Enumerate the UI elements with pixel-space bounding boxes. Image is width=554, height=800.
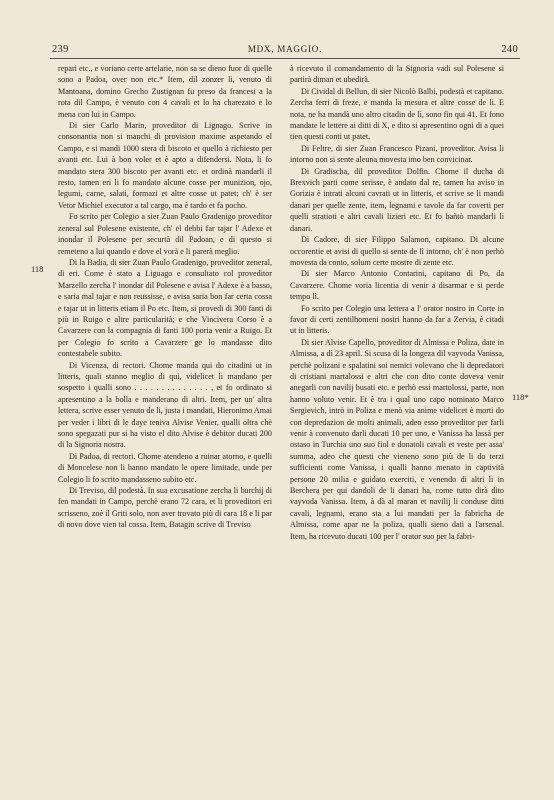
- paragraph: Di Gradischa, dil proveditor Dolfin. Chome il ducha di Brexvich parti come serisse, è andato dal re, tamen ha aviso in Gorizia è intrati alcuni cavrati ut in litteris, et scrive se li mandi danari per quelle zente, item, legnami e tavole da far coverti per quelli stratioti e altri cavali lizieri etc. Et fo bañtò mandarli li danari.: [290, 166, 504, 233]
- paragraph: Di Vicenza, di rectori. Chome manda qui do citadini ut in litteris, quali stanno meglio di qui, videlicet li mandano per sospetto i qualli sono . . . . . . . . . . . . . . , et fo ordinato si apresentino a la bolla e manderano di altri. Item, per un' altra lettera, scrive esser venuto de li, justa i mandati, Hieronimo Amai per veder i libri di le daye teniva Alvise Venier, qualli oltra chè sono spegazati pur si ha visto el dito Alvise è debitor ducati 200 di la Signoria nostra.: [58, 360, 272, 450]
- paragraph: Di Padoa, di rectori. Chome atendeno a ruinar atorno, e quelli di Moncelese non li hanno mandato le opere limitade, unde per Colegio li fo scrito mandasseno subito etc.: [58, 451, 272, 484]
- page-number-right: 240: [501, 44, 518, 55]
- paragraph: Di sier Alvise Capello, proveditor di Almissa e Poliza, date in Almissa, a dì 23 april. Si scusa di la longeza dil vayvoda Vanissa, perchè polizani e spalatini soi nemici volevano che li depredatori di cristiani martalossi e altri che con dito conte doveva venir anegarli con navilij busati etc. e perhò essi martolossi, parte, non hanno voluto venir. Et è tra i qual uno capo nominato Marco Sergievich, intrò in Poliza e menò via anime videlicet è morti do con depredazion de molti animali, adeo esso proveditor per farli venir à convenuto darli ducati 10 per uno, e Vanissa ha lassà per ostaso in Turchia uno suo fiol e donatoli cavali et veste per assa' summa, adeo che questi che vieneno sono più de li do terzi sufficienti come Vanissa, i qualli hanno menato in captività persone 20 milia e guidato exerciti, e venendo di altri li in Berchera per qui dandoli de li danari ha, come tutto dirà dito vayvoda Vanissa. Item, à dà al maran et navilij li conduse ditti cavali, legnami, erano sta a lui mandati per la fabricha de Almissa, come apar ne la poliza, qualli sieno dati a l'arsenal. Item, ha ricevuto ducati 100 per l' orator suo per la fabri-: [290, 337, 504, 541]
- paragraph: Di Cividal di Bellun, di sier Nicolò Balbi, podestà et capitano. Zercha ferri di freze, e manda la mesura et altre cosse de li. E nota, ne ha mandà uno altro citadin de lì, sono fin qui 41. Et fono mandate le lettere ai ditti di X, e dito si apresentino ogni di a quei tien questi conti ut patet.: [290, 86, 504, 142]
- paragraph: Di la Badia, di sier Zuan Paulo Gradenigo, proveditor zeneral, di eri. Come è stato a Liguago e consultato col proveditor Marzello zercha l' inondar dil Polesene e avisa l' Adexe è a basso, e saria mal tajar e non reussisse, e avisa saria bon far certa cossa e tajar ut in litteris etiam il Po etc. Item, si provedi di 300 fanti di più in Ruigo e altre particularità; e che Vincivera Corso è a Cavarzere con la compagnia di fanti 100 poria venir a Ruigo. Et per Colegio fo scrito a Cavarzere ge lo mandasse dito contestabele subito.: [58, 257, 272, 359]
- running-header: [52, 44, 518, 58]
- paragraph: repari etc., e voriano certe artelarie, non sa se dieno fuor di quelle sono a Padoa, over non etc.* Item, dil zonzer li, venuto di Mantoana, domino Grecho Zustignan fu preso da francesi a la rota dil Campo, è venuto con 4 cavali et lo ha charezato e lo mena con lui in Campo.: [58, 64, 272, 119]
- margin-note-right: 118*: [512, 392, 529, 402]
- running-title: MDX, MAGGIO.: [247, 44, 323, 54]
- header-rule: [50, 58, 520, 59]
- page-number-left: 239: [52, 44, 69, 55]
- paragraph: Di Treviso, dil podestà. In sua excusatione zercha li burchij di fen mandati in Campo, perchè erano 72 cara, et li proveditori eri scrisseno, zoè il Griti solo, non aver trovato più di cara 18 e li par di novo dove vien tal cossa. Item, Batagin scrive di Treviso: [58, 486, 272, 530]
- paragraph: Di Cadore, di sier Filippo Salamon, capitano. Di alcune occorentie et avisi di quello si sente de lì intorno, ch' è non perhò movesta da conto, solum certe mostre di zente etc.: [290, 235, 504, 267]
- margin-note-left: 118: [31, 264, 44, 274]
- paragraph: Di sier Marco Antonio Contarini, capitano di Po, da Cavarzere. Chome voria licentia di venir a disarmar e si perde tempo lì.: [290, 269, 504, 302]
- left-column: [58, 63, 272, 531]
- right-column: [290, 63, 504, 542]
- paragraph: à ricevuto il comandamento di la Signoria vadi sul Polesene si partirà diman et ubedirà.: [290, 64, 504, 85]
- paragraph: Di Feltre, di sier Zuan Francesco Pizani, proveditor. Avisa li intorno non si sente aleuna movesta imo ben convicinar.: [290, 143, 504, 165]
- paragraph: Fo scrito per Colegio a sier Zuan Paulo Gradenigo proveditor zeneral sul Polesene existente, ch' el debbi far tajar l' Adexe et inondar il Polesene per securtà dil Padoan, e di questo si remeteno a lui quando e dove el vorà e li parerà meglio.: [58, 212, 272, 256]
- paragraph: Fo scrito per Colegio una lettera a l' orator nostro in Corte in favor di certi zentilhomeni nostri hanno da far a Zervia, è citadi ut in litteris.: [290, 303, 504, 336]
- paragraph: Di sier Carlo Marin, proveditor di Lignago. Scrive in consonantia non si manchi di provision maxime aspetando el Campo, e si mandi 1000 stera di biscoto et quello à richiesto per avanti etc. Lui à bon voler et è apto a difendersi. Nota, li fo mandato stera 300 biscoto per avanti etc. et ordinà mandarli il resto, tamen eri li fo mandato alcune cosse per munizion, ojo, legumi, carne, salati, formazi et altre cosse ut patet; ch' è ser Vetor Michiel executor a tal cargo, ma è tardo et fa pocho.: [58, 121, 272, 210]
